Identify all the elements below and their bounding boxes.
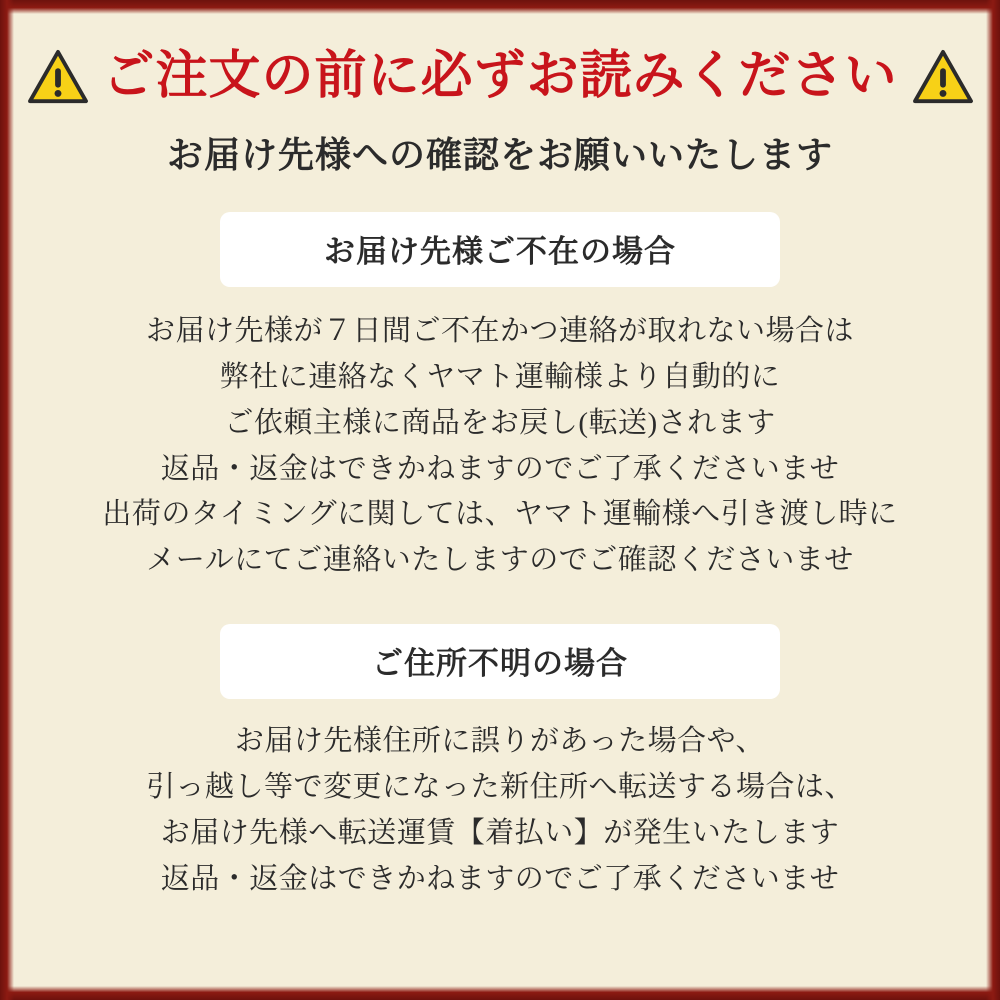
- section-heading-unknown-address: [220, 624, 780, 699]
- warning-triangle-icon: [912, 49, 974, 105]
- bottom-border: [0, 986, 1000, 1000]
- section-heading-text: ご住所不明の場合: [372, 646, 628, 682]
- headline: [40, 48, 960, 105]
- body-line: 返品・返金はできかねますのでご了承くださいませ: [160, 452, 840, 485]
- body-line: 出荷のタイミングに関しては、ヤマト運輸様へ引き渡し時に: [102, 498, 898, 531]
- body-line: 弊社に連絡なくヤマト運輸様より自動的に: [219, 361, 781, 393]
- body-line: メールにてご連絡いたしますのでご確認くださいませ: [146, 544, 854, 577]
- body-line: お届け先様へ転送運賃【着払い】が発生いたします: [160, 816, 840, 849]
- section-heading-text: お届け先様ご不在の場合: [324, 234, 676, 270]
- section-body-unknown-address: [40, 719, 960, 902]
- headline-text: ご注文の前に必ずお読みください: [102, 48, 898, 105]
- body-line: ご依頼主様に商品をお戻し(転送)されます: [224, 406, 776, 439]
- warning-triangle-icon: [27, 49, 89, 105]
- body-line: 返品・返金はできかねますのでご了承くださいませ: [160, 862, 840, 895]
- section-heading-absence: [220, 212, 780, 287]
- section-body-absence: [40, 309, 960, 584]
- subtitle: お届け先様への確認をお願いいたします: [166, 135, 833, 176]
- body-line: お届け先様住所に誤りがあった場合や、: [234, 725, 766, 758]
- body-line: 引っ越し等で変更になった新住所へ転送する場合は、: [145, 770, 854, 803]
- body-line: お届け先様が７日間ご不在かつ連絡が取れない場合は: [145, 315, 854, 348]
